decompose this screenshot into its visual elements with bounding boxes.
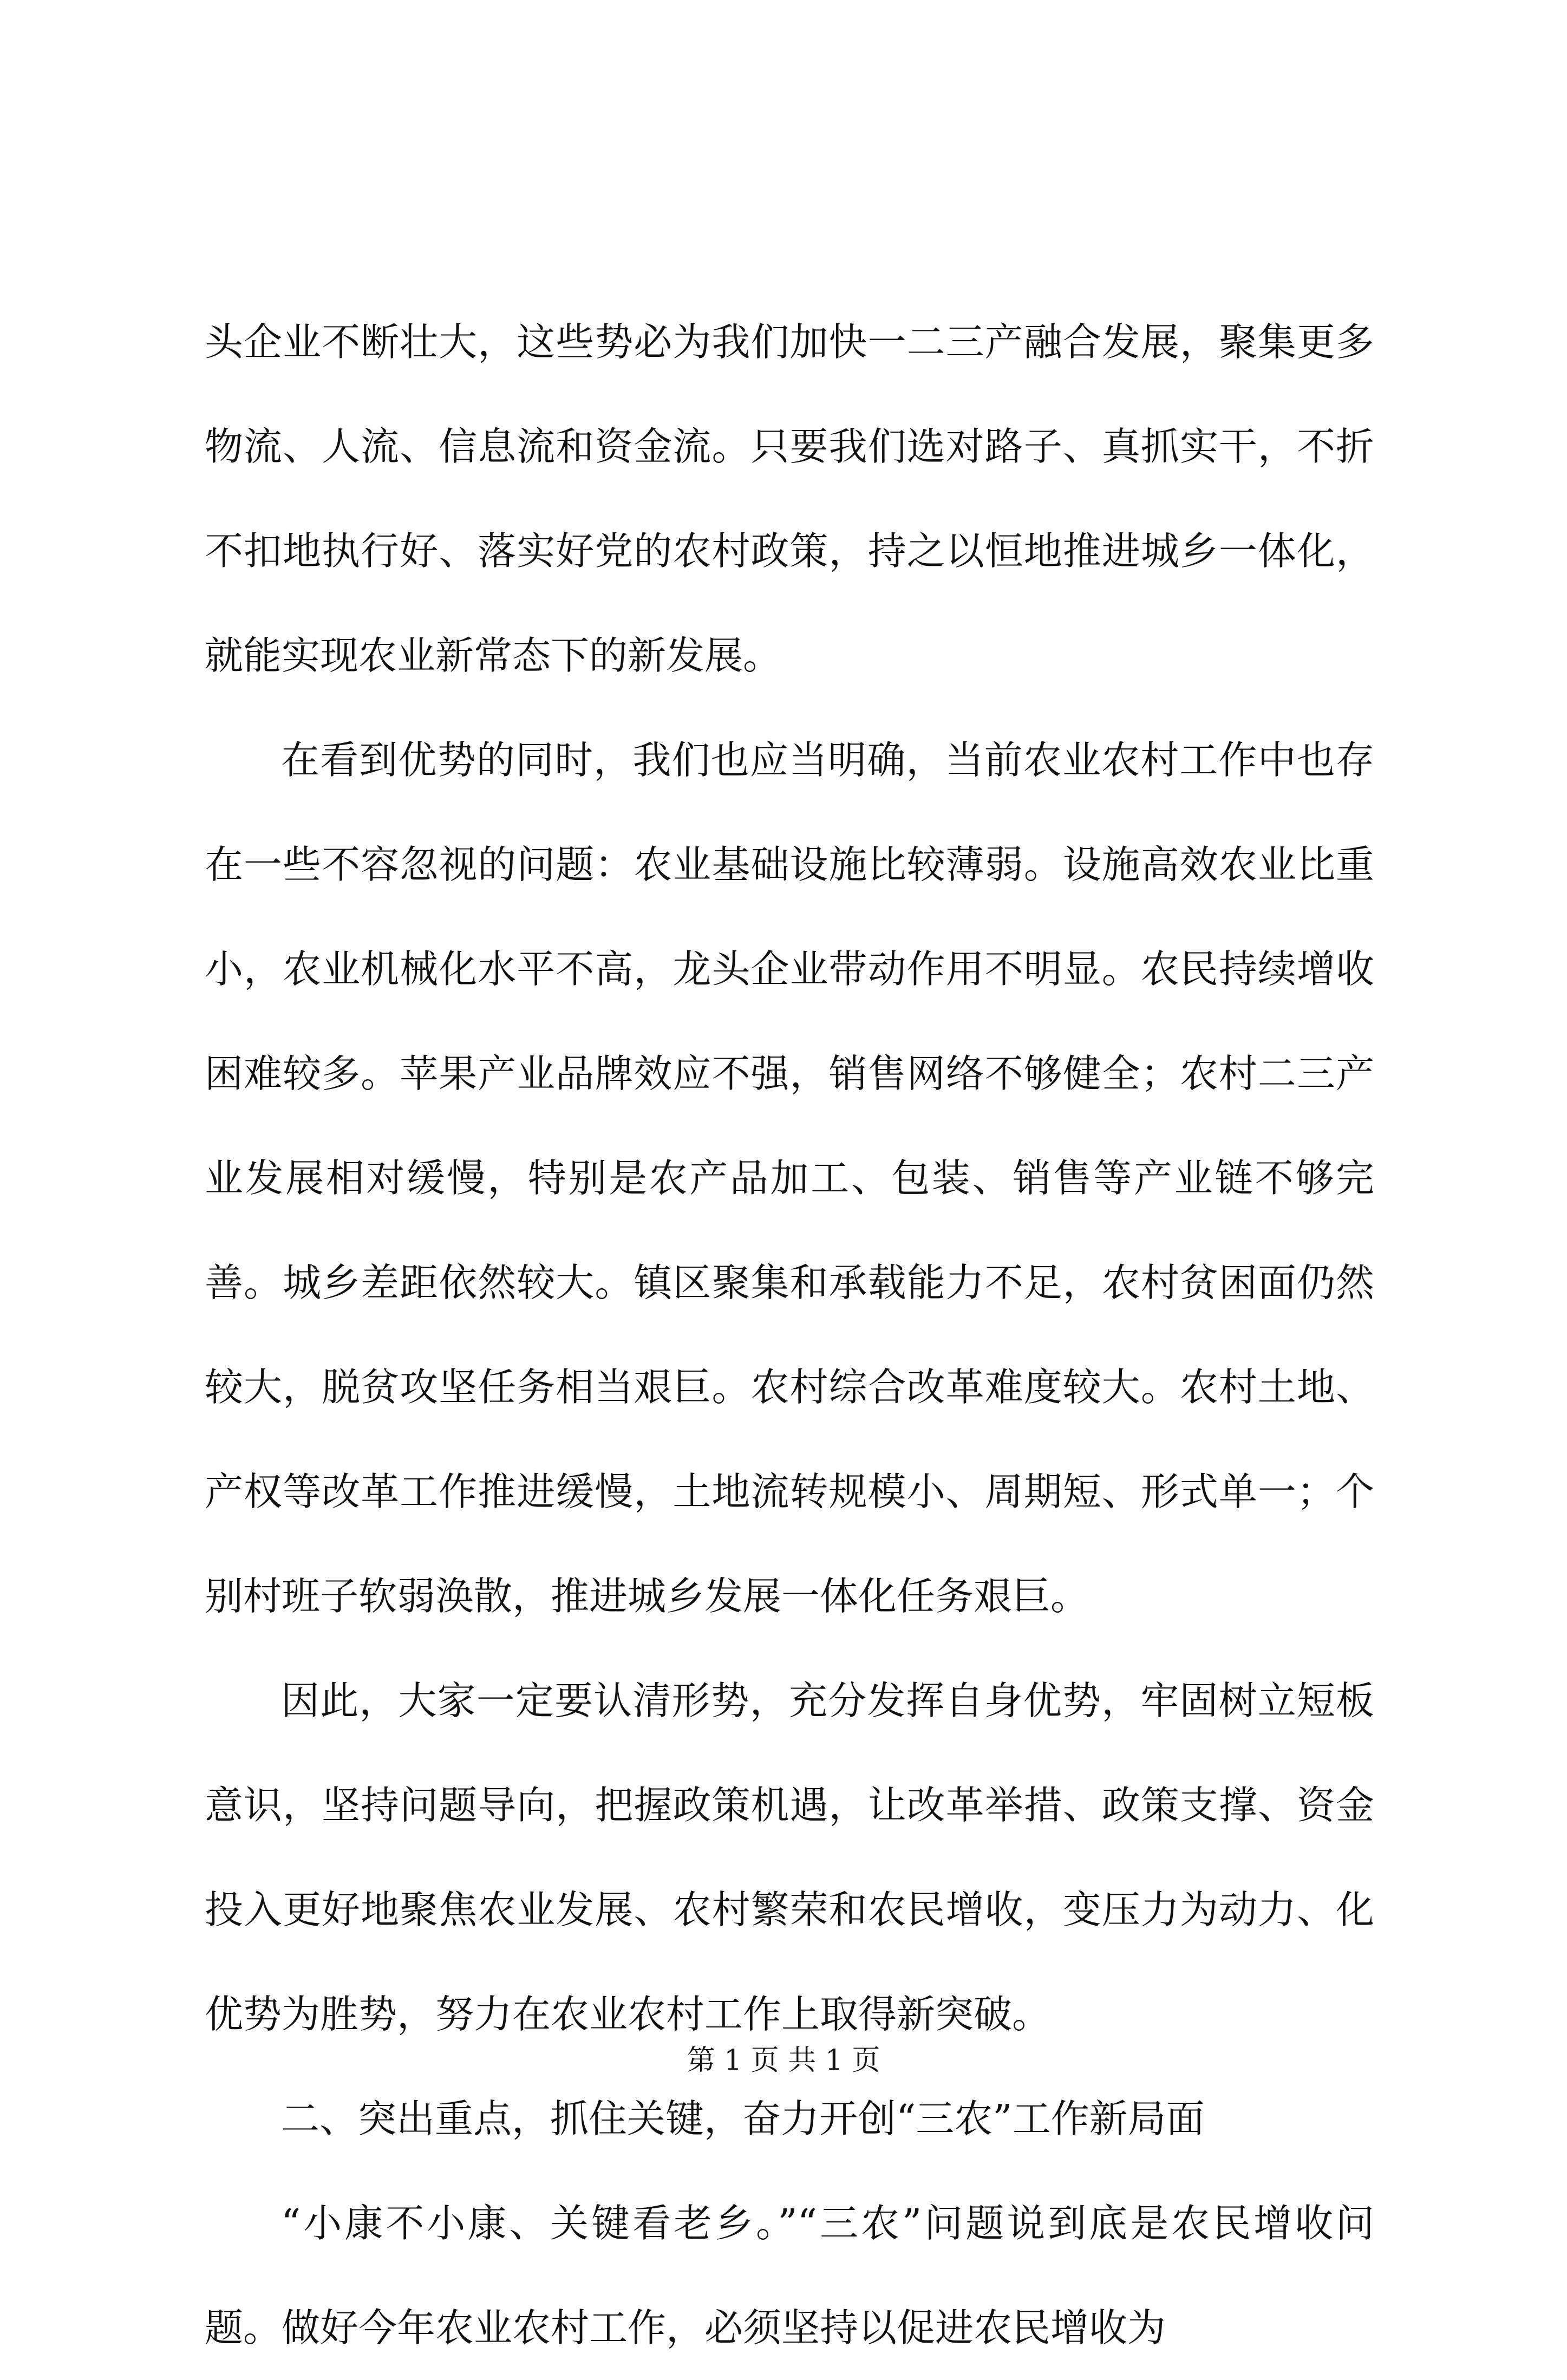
section-heading: 二、突出重点，抓住关键，奋力开创“三农”工作新局面 — [281, 2096, 1205, 2141]
paragraph-1: 头企业不断壮大，这些势必为我们加快一二三产融合发展，聚集更多物流、人流、信息流和资金流。只要我们选对路子、真抓实干，不折不扣地执行好、落实好党的农村政策，持之以恒地推进城乡一体化，就能实现农业新常态下的新发展。 — [205, 319, 1374, 678]
paragraph-3: 因此，大家一定要认清形势，充分发挥自身优势，牢固树立短板意识，坚持问题导向，把握政策机遇，让改革举措、政策支撑、资金投入更好地聚焦农业发展、农村繁荣和农民增收，变压力为动力、化优势为胜势，努力在农业农村工作上取得新突破。 — [205, 1678, 1374, 2037]
page-number-footer: 第 1 页 共 1 页 — [687, 2044, 880, 2077]
paragraph-5: “小康不小康、关键看老乡。”“三农”问题说到底是农民增收问题。做好今年农业农村工作，必须坚持以促进农民增收为 — [205, 2201, 1374, 2350]
paragraph-2: 在看到优势的同时，我们也应当明确，当前农业农村工作中也存在一些不容忽视的问题：农业基础设施比较薄弱。设施高效农业比重小，农业机械化水平不高，龙头企业带动作用不明显。农民持续增收困难较多。苹果产业品牌效应不强，销售网络不够健全；农村二三产业发展相对缓慢，特别是农产品加工、包装、销售等产业链不够完善。城乡差距依然较大。镇区聚集和承载能力不足，农村贫困面仍然较大，脱贫攻坚任务相当艰巨。农村综合改革难度较大。农村土地、产权等改革工作推进缓慢，土地流转规模小、周期短、形式单一；个别村班子软弱涣散，推进城乡发展一体化任务艰巨。 — [205, 738, 1374, 1619]
